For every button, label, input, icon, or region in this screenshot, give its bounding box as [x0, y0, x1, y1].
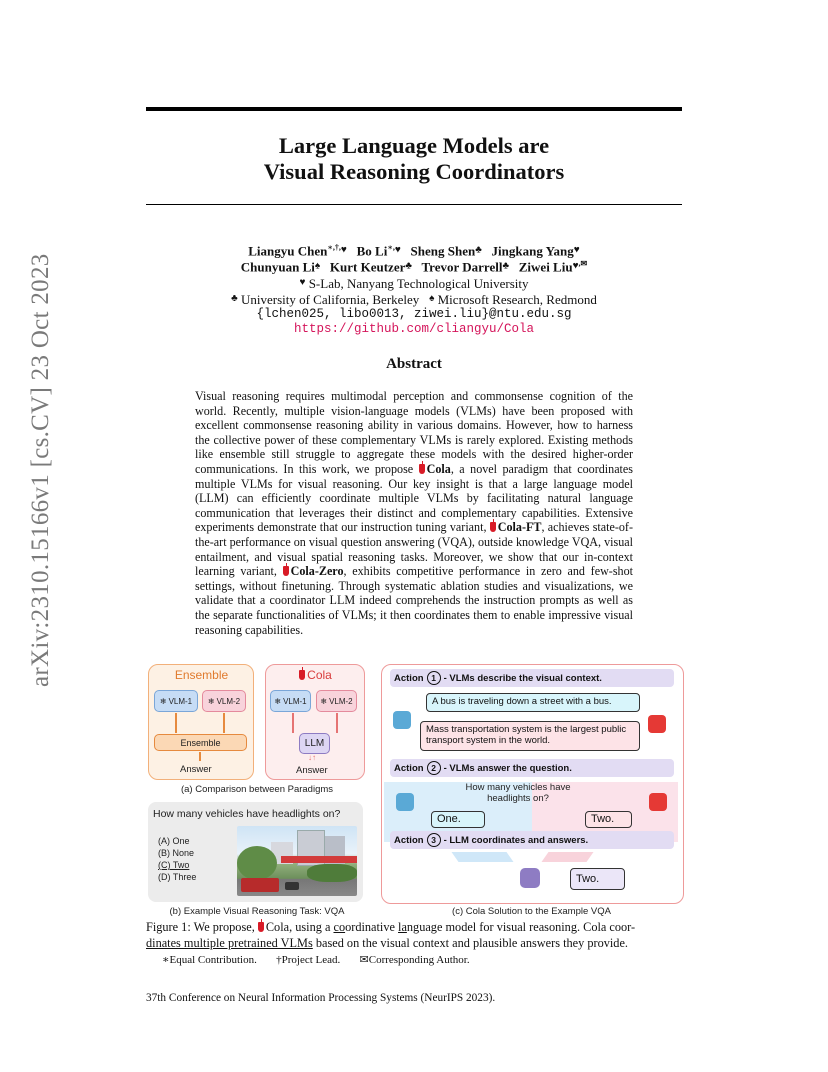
cola-can-icon	[299, 670, 305, 680]
panel-b-caption: (b) Example Visual Reasoning Task: VQA	[169, 906, 345, 917]
vqa-option: (C) Two	[158, 860, 190, 870]
action-3-bar	[390, 831, 674, 849]
action-prefix: Action	[394, 762, 424, 774]
bus-shape	[241, 878, 279, 892]
heart-icon: ♥	[299, 277, 306, 288]
author-marker: ∗,	[387, 243, 395, 252]
author-line-1	[146, 242, 682, 259]
abstract-text: , a novel paradigm that coordinates multiple VLMs for visual reasoning. Our key insight is that a large language model (LLM) can efficiently coordinate multiple VLMs by facilitating natural language communication that leverages their distinct and complementary capabilities. Extensive experiments demonstrate that our instruction tuning variant,	[195, 461, 633, 535]
vlm2-robot-icon	[649, 793, 667, 811]
vqa-option: (B) None	[158, 848, 195, 858]
ensemble-box	[154, 734, 247, 751]
cola-can-icon	[283, 566, 289, 576]
author-marker: ,✉	[578, 259, 588, 268]
action-1-bar	[390, 669, 674, 687]
author-marker: ∗,†,	[327, 243, 341, 252]
step-number-badge: 3	[427, 833, 441, 847]
author-name: Jingkang Yang	[491, 243, 574, 259]
caption-underlined: la	[398, 920, 407, 934]
footnote-line	[162, 953, 470, 966]
figure-caption	[146, 920, 682, 951]
vlm1-caption-bubble: A bus is traveling down a street with a bus.	[426, 693, 640, 712]
action-text: - VLMs answer the question.	[443, 762, 572, 774]
vlm2-robot-icon	[648, 715, 666, 733]
cola-panel-title-text: Cola	[307, 668, 332, 682]
figure-caption-line-2	[146, 936, 682, 952]
action-text: - LLM coordinates and answers.	[443, 834, 589, 846]
tree-shape	[307, 864, 357, 882]
cola-can-icon	[419, 464, 425, 474]
affiliation-line-1	[146, 276, 682, 292]
author-name: Bo Li	[356, 243, 388, 259]
title-top-rule	[146, 107, 682, 111]
vlm1-label: VLM-1	[168, 696, 193, 706]
vlm1-robot-icon	[393, 711, 411, 729]
author-name: Ziwei Liu	[518, 259, 573, 275]
arrow-line	[292, 713, 294, 733]
abstract-heading: Abstract	[386, 356, 442, 372]
caption-text: We propose,	[190, 920, 258, 934]
spade-icon: ♠	[314, 260, 321, 272]
heart-icon: ♥	[394, 244, 401, 256]
arxiv-identifier: arXiv:2310.15166v1 [cs.CV] 23 Oct 2023	[27, 253, 54, 687]
vlm2-box	[316, 690, 357, 712]
cola-answer-label: Answer	[296, 765, 328, 776]
tree-shape	[237, 846, 277, 880]
title-bottom-rule	[146, 204, 682, 205]
author-name: Chunyuan Li	[240, 259, 315, 275]
panel-a-caption: (a) Comparison between Paradigms	[180, 784, 334, 795]
vlm1-box	[270, 690, 311, 712]
cola-can-icon	[490, 522, 496, 532]
paper-title-line1: Large Language Models are	[278, 133, 550, 158]
caption-text: ordinative	[345, 920, 399, 934]
vlm1-answer-bubble: One.	[431, 811, 485, 828]
arrow-line	[223, 713, 225, 733]
vqa-option: (A) One	[158, 836, 190, 846]
figure-label: Figure 1:	[146, 920, 191, 934]
vlm2-label: VLM-2	[216, 696, 241, 706]
author-emails: {lchen025, libo0013, ziwei.liu}@ntu.edu.sg	[256, 307, 572, 321]
caption-text: nguage model for visual reasoning. Cola coor-	[406, 920, 636, 934]
llm-robot-icon	[520, 868, 540, 888]
ensemble-panel-title: Ensemble	[174, 668, 229, 682]
arrow-line	[199, 752, 201, 761]
ensemble-answer-label: Answer	[180, 764, 212, 775]
vqa-option: (D) Three	[158, 872, 197, 882]
venue-note: 37th Conference on Neural Information Processing Systems (NeurIPS 2023).	[146, 992, 496, 1004]
figure-caption-line-1	[146, 920, 682, 936]
vlm1-label: VLM-1	[283, 696, 307, 706]
affiliation-text: University of California, Berkeley	[240, 292, 420, 307]
cola-name: Cola	[426, 461, 451, 476]
caption-text: based on the visual context and plausible answers they provide.	[312, 935, 628, 950]
bidirectional-arrows-icon: ↓↑	[308, 753, 316, 762]
heart-icon: ♥	[572, 260, 579, 272]
club-icon: ♣	[231, 293, 238, 304]
snowflake-icon: ❄	[274, 696, 282, 706]
heart-icon: ♥	[340, 244, 347, 256]
action-prefix: Action	[394, 834, 424, 846]
affiliation-text: Microsoft Research, Redmond	[437, 292, 597, 307]
abstract-text: Visual reasoning requires multimodal perception and commonsense cognition of the world. Recently, multiple vision-language models (VLMs) have been proposed with excellent commonsense reasoning ability in various domains. However, how to harness the collective power of these complementary VLMs is rarely explored. Existing methods like ensemble still struggle to aggregate these models with the desired higher-order communications. In this work, we propose	[195, 389, 633, 476]
train-shape	[281, 856, 357, 863]
street-scene-photo	[237, 826, 357, 896]
vehicle-shape	[285, 882, 299, 890]
abstract-body	[195, 389, 633, 637]
footnote-equal: ∗Equal Contribution.	[162, 954, 257, 966]
vlm1-box	[154, 690, 198, 712]
vlm2-answer-bubble: Two.	[585, 811, 632, 828]
caption-text: , using a	[289, 920, 334, 934]
arrow-line	[175, 713, 177, 733]
project-url-link[interactable]: https://github.com/cliangyu/Cola	[293, 322, 535, 336]
cola-can-icon	[258, 922, 264, 932]
affiliation-text: S-Lab, Nanyang Technological University	[308, 276, 529, 291]
vqa-question: How many vehicles have headlights on?	[153, 808, 341, 820]
author-name: Liangyu Chen	[248, 243, 328, 259]
club-icon: ♣	[475, 244, 482, 256]
snowflake-icon: ❄	[207, 696, 215, 706]
author-name: Kurt Keutzer	[329, 259, 406, 275]
club-icon: ♣	[502, 260, 509, 272]
cola-zero-name: Cola-Zero	[290, 564, 344, 579]
arrow-line	[336, 713, 338, 733]
panel-c-caption: (c) Cola Solution to the Example VQA	[452, 906, 611, 917]
pink-converge-arrow	[541, 852, 593, 862]
llm-box	[299, 733, 330, 754]
abstract-text: , exhibits competitive performance in zero and few-shot settings, without finetuning. Through systematic ablation studies and visualizations, we validate that a coordinator LLM indeed comprehends the instruction prompts as well as the separate functionalities of VLMs; it then coordinates them to enable impressive visual reasoning capabilities.	[195, 564, 633, 637]
vlm2-label: VLM-2	[329, 696, 353, 706]
cola-panel-title	[265, 668, 366, 682]
vlm2-caption-bubble: Mass transportation system is the largest public transport system in the world.	[420, 721, 640, 751]
step-number-badge: 1	[427, 671, 441, 685]
action-prefix: Action	[394, 672, 424, 684]
snowflake-icon: ❄	[320, 696, 328, 706]
action-2-bar	[390, 759, 674, 777]
affiliation-line-2	[146, 292, 682, 308]
footnote-corresponding: ✉Corresponding Author.	[359, 954, 470, 966]
llm-final-answer-bubble: Two.	[570, 868, 625, 890]
blue-converge-arrow	[451, 852, 513, 862]
club-icon: ♣	[405, 260, 412, 272]
caption-cola: Cola	[265, 920, 290, 934]
action-text: - VLMs describe the visual context.	[443, 672, 602, 684]
ensemble-box-label: Ensemble	[180, 737, 221, 748]
abstract-text: , achieves state-of-the-art performance on visual question answering (VQA), outside knowledge VQA, visual entailment, and visual spatial reasoning tasks. Moreover, we show that our in-context learning variant,	[195, 520, 633, 579]
heart-icon: ♥	[573, 244, 580, 256]
caption-underlined: dinates multiple pretrained VLMs	[146, 935, 313, 950]
vlm1-robot-icon	[396, 793, 414, 811]
author-name: Sheng Shen	[410, 243, 476, 259]
llm-box-label: LLM	[304, 738, 325, 749]
paper-title-line2: Visual Reasoning Coordinators	[263, 159, 565, 184]
panel-c-question: How many vehicles have headlights on?	[465, 782, 571, 804]
spade-icon: ♠	[429, 293, 435, 304]
cola-ft-name: Cola-FT	[497, 520, 542, 535]
footnote-lead: †Project Lead.	[276, 954, 341, 966]
author-line-2	[146, 259, 682, 275]
caption-underlined: co	[333, 920, 346, 934]
author-name: Trevor Darrell	[421, 259, 503, 275]
vlm2-box	[202, 690, 246, 712]
snowflake-icon: ❄	[159, 696, 167, 706]
step-number-badge: 2	[427, 761, 441, 775]
